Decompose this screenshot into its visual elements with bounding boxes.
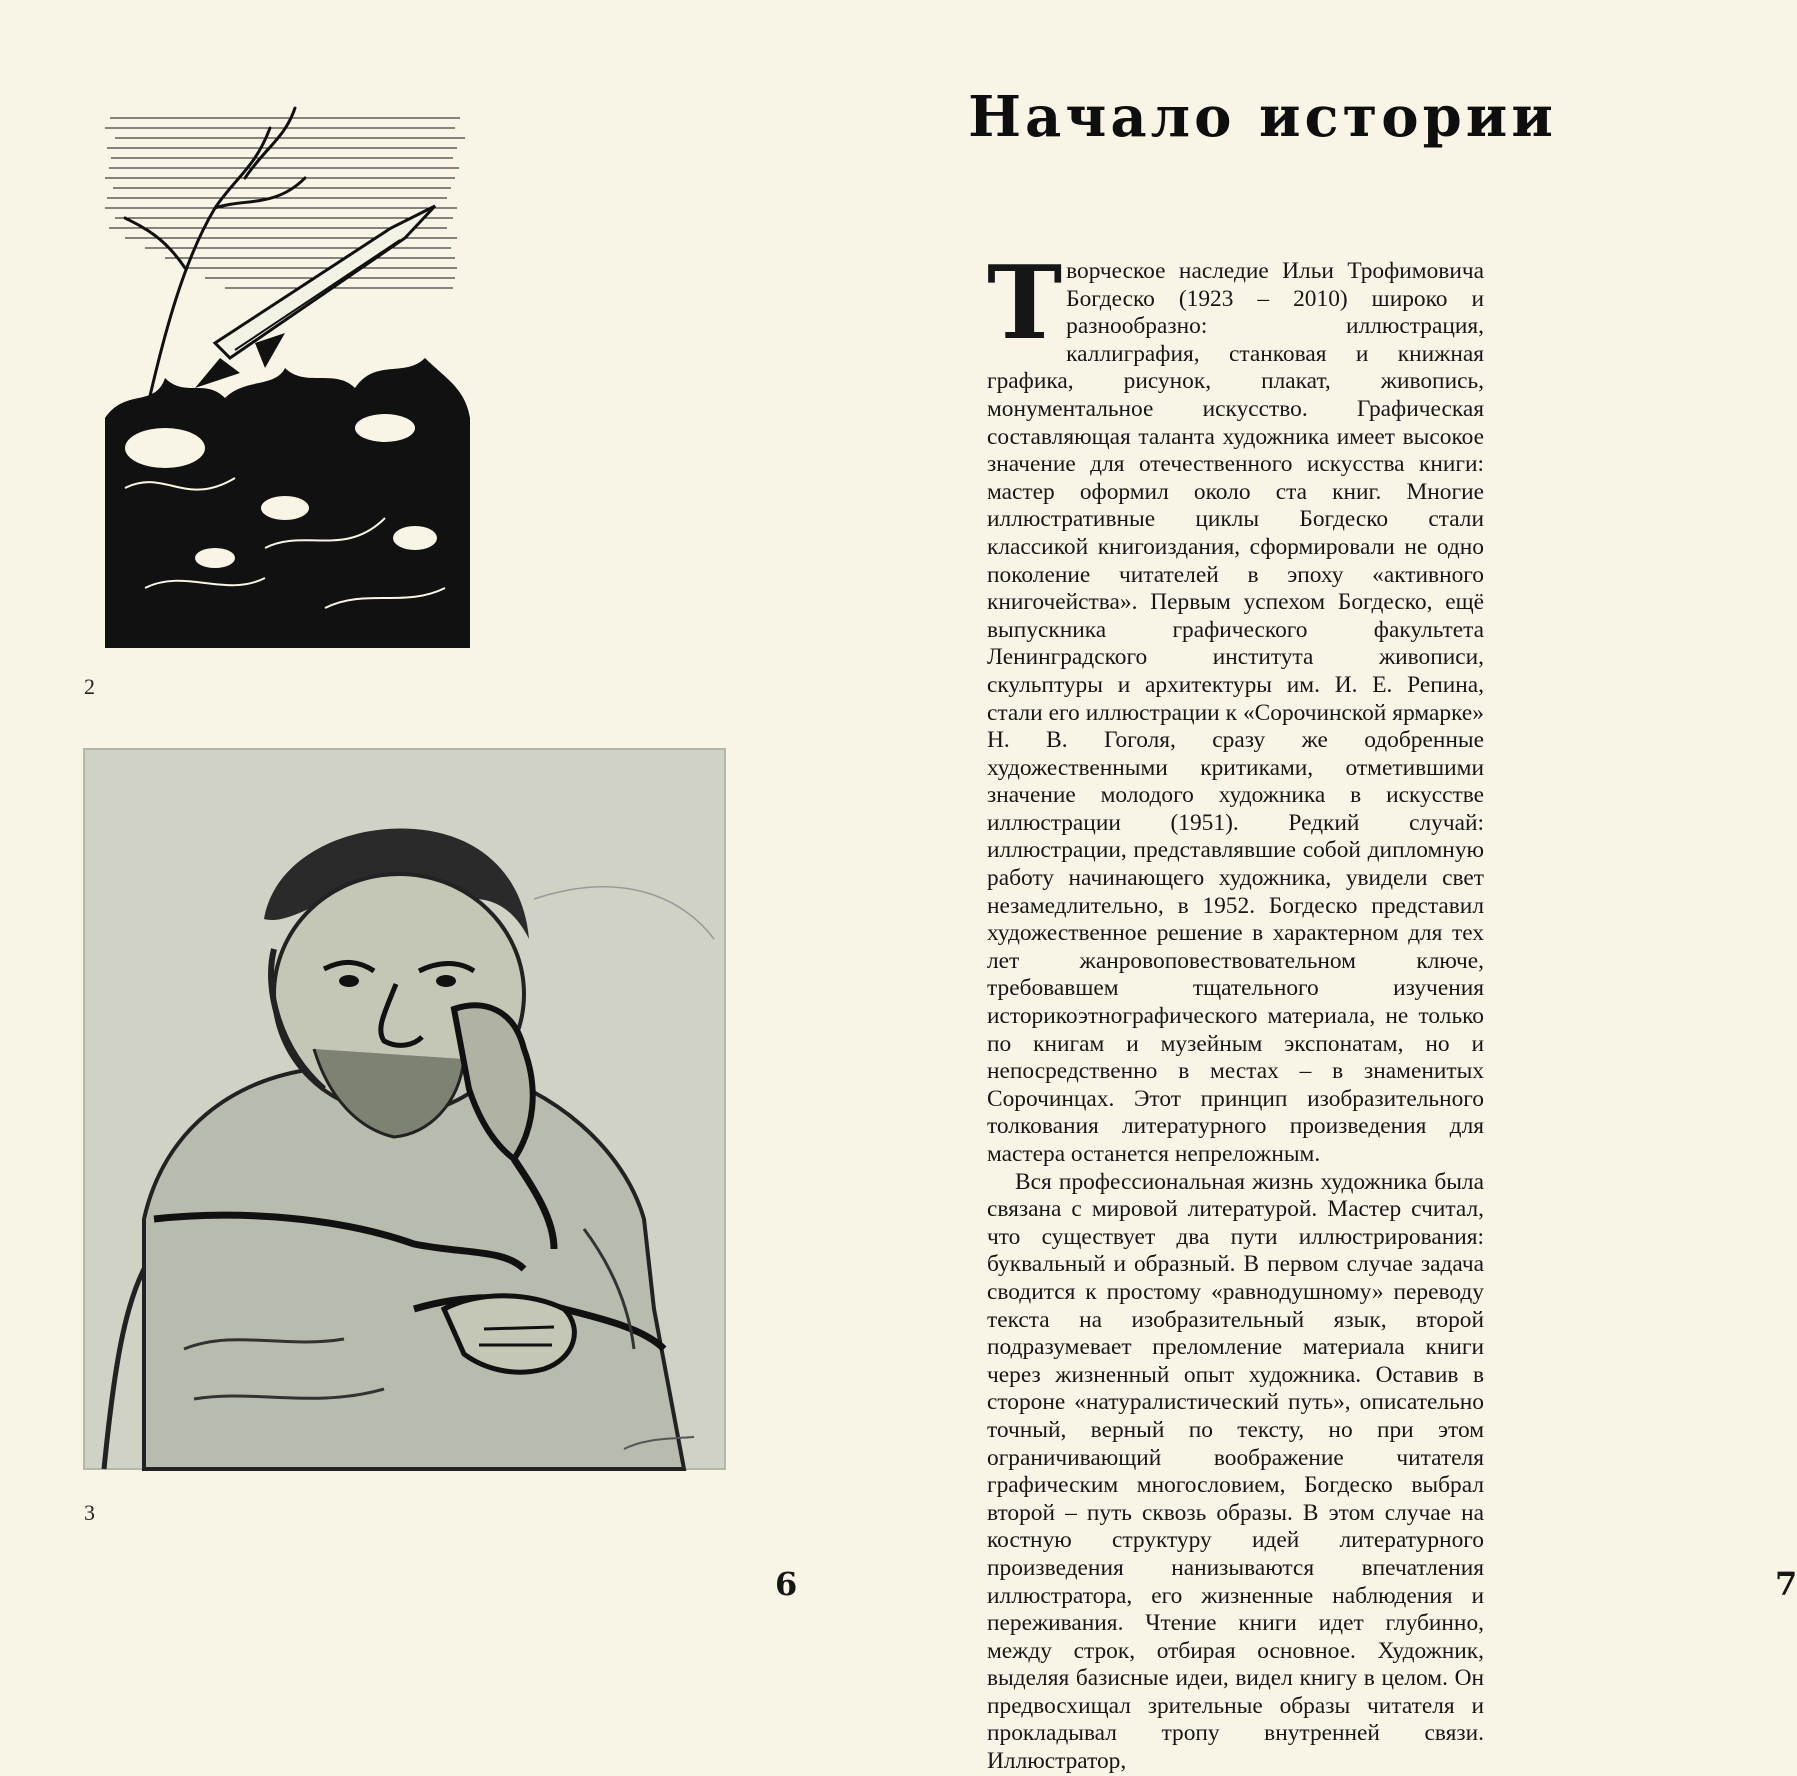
figure-3-number: 3 — [84, 1500, 95, 1525]
page-number-left: 6 — [775, 1565, 798, 1603]
paragraph-1 — [987, 243, 1484, 1169]
right-page — [856, 0, 1797, 1775]
old-man-portrait-icon — [84, 749, 725, 1469]
page-number-right: 7 — [1775, 1565, 1797, 1603]
body-text — [987, 243, 1484, 1776]
chapter-title: Начало истории — [968, 84, 1557, 150]
figure-2-number: 2 — [84, 674, 95, 699]
left-page — [0, 0, 856, 1654]
drop-cap: Т — [987, 243, 1063, 362]
paragraph-2: Вся профессиональная жизнь художника была связана с мировой литературой. Мастер считал, что существует два пути иллюстрирования: буквальный и образный. В первом случае задача сводится к простому «равнодушному» переводу текста на изобразительный язык, второй подразумевает преломление материала книги через жизненный опыт художника. Оставив в стороне «натуралистический путь», описательно точный, верный по тексту, но при этом ограничивающий воображение читателя графическим многословием, Богдеско выбрал второй – путь сквозь образы. В этом случае на костную структуру идей литературного произведения нанизываются впечатления иллюстратора, его жизненные наблюдения и переживания. Чтение книги идет глубинно, между строк, отбирая основное. Художник, выделяя базисные идеи, видел книгу в целом. Он предвосхищал зрительные образы читателя и прокладывал тропу внутренней связи. Иллюстратор, — [987, 1168, 1484, 1775]
rocket-jungle-icon — [85, 88, 475, 648]
paragraph-1-text: ворческое наследие Ильи Трофимовича Богдеско (1923 – 2010) широко и разнообразно: иллюстрация, каллиграфия, станковая и книжная графика, рисунок, плакат, живопись, монументальное искусство. Графическая составляющая таланта художника имеет высокое значение для отечественного искусства книги: мастер оформил около ста книг. Многие иллюстративные циклы Богдеско стали классикой книгоиздания, сформировали не одно поколение читателей в эпоху «активного книгочейства». Первым успехом Богдеско, ещё выпускника графического факультета Ленинградского института живописи, скульптуры и архитектуры им. И. Е. Репина, стали его иллюстрации к «Сорочинской ярмарке» Н. В. Гоголя, сразу же одобренные художественными критиками, отметившими значение молодого художника в искусстве иллюстрации (1951). Редкий случай: иллюстрации, представлявшие собой дипломную работу начинающего художника, увидели свет незамедлительно, в 1952. Богдеско представил художественное решение в характерном для тех лет жанровоповествовательном ключе, требовавшем тщательного изучения историкоэтнографического материала, не только по книгам и музейным экспонатам, но и непосредственно в местах – в знаменитых Сорочинцах. Этот принцип изобразительного толкования литературного произведения для мастера останется непреложным. — [987, 258, 1484, 1167]
figure-2-rocket-illustration — [85, 88, 475, 648]
figure-3-portrait — [84, 749, 725, 1469]
